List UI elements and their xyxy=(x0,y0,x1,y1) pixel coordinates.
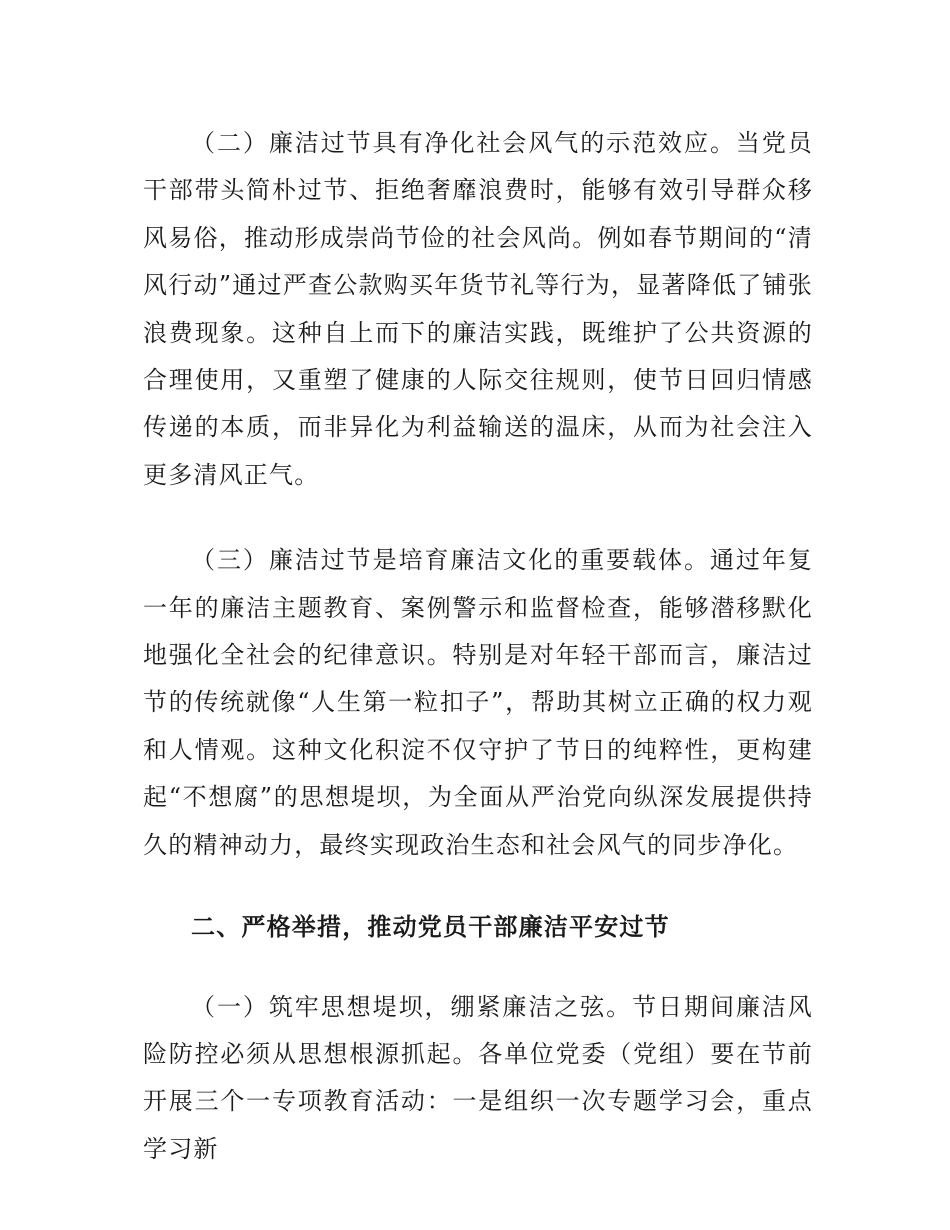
paragraph-three: （三）廉洁过节是培育廉洁文化的重要载体。通过年复一年的廉洁主题教育、案例警示和监督检查，能够潜移默化地强化全社会的纪律意识。特别是对年轻干部而言，廉洁过节的传统就像“人生第一粒扣子”，帮助其树立正确的权力观和人情观。这种文化积淀不仅守护了节日的纯粹性，更构建起“不想腐”的思想堤坝，为全面从严治党向纵深发展提供持久的精神动力，最终实现政治生态和社会风气的同步净化。 xyxy=(143,546,813,859)
document-body xyxy=(143,120,813,1173)
section-heading: 二、严格举措，推动党员干部廉洁平安过节 xyxy=(191,913,670,942)
paragraph-one-section-two: （一）筑牢思想堤坝，绷紧廉洁之弦。节日期间廉洁风险防控必须从思想根源抓起。各单位党委（党组）要在节前开展三个一专项教育活动：一是组织一次专题学习会，重点学习新 xyxy=(143,992,813,1163)
paragraph-two: （二）廉洁过节具有净化社会风气的示范效应。当党员干部带头简朴过节、拒绝奢靡浪费时，能够有效引导群众移风易俗，推动形成崇尚节俭的社会风尚。例如春节期间的“清风行动”通过严查公款购买年货节礼等行为，显著降低了铺张浪费现象。这种自上而下的廉洁实践，既维护了公共资源的合理使用，又重塑了健康的人际交往规则，使节日回归情感传递的本质，而非异化为利益输送的温床，从而为社会注入更多清风正气。 xyxy=(143,129,813,489)
